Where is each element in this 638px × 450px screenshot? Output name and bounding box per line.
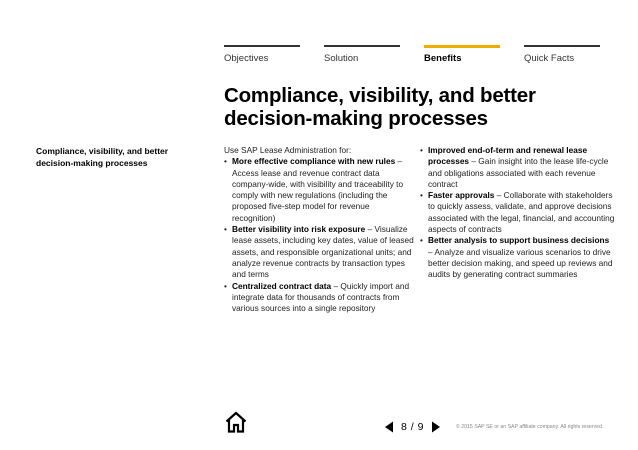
tab-underline: [224, 45, 300, 47]
tab-label[interactable]: Objectives: [224, 53, 269, 64]
bullet-text: – Analyze and visualize various scenarios to drive better decision making, and speed up reviews and audits by generating contract summaries: [428, 246, 613, 280]
copyright-notice: © 2015 SAP SE or an SAP affiliate company. All rights reserved.: [456, 424, 604, 430]
page-title: Compliance, visibility, and better decision-making processes: [224, 84, 536, 130]
content-column-left: [224, 145, 414, 314]
bullet-text: – Quickly import and integrate data for thousands of contracts from various sources into a single repository: [232, 280, 410, 314]
bullet-title: More effective compliance with new rules: [232, 156, 396, 167]
tab-benefits[interactable]: [424, 45, 500, 64]
bullet-text: – Collaborate with stakeholders to quickly assess, validate, and approve decisions associated with the legal, financial, and accounting aspects of contracts: [428, 190, 615, 235]
page-navigation: [384, 420, 441, 434]
tab-quick-facts[interactable]: [524, 45, 600, 64]
benefits-list-left: [224, 156, 414, 314]
sidebar-heading: Compliance, visibility, and better decision-making processes: [36, 146, 169, 168]
tab-objectives[interactable]: [224, 45, 300, 64]
bullet-title: Improved end-of-term and renewal lease processes: [428, 145, 588, 167]
intro-text: Use SAP Lease Administration for:: [224, 145, 352, 155]
triangle-left-icon[interactable]: [384, 421, 394, 433]
content-column-right: [420, 145, 616, 281]
bullet-title: Faster approvals: [428, 190, 495, 201]
bullet-text: – Access lease and revenue contract data company-wide, with visibility and traceability to comply with new regulations (including the proposed five-step model for revenue recognition): [232, 156, 404, 223]
tab-label[interactable]: Quick Facts: [524, 53, 575, 64]
section-tabs: [224, 45, 604, 69]
list-item: [224, 156, 414, 224]
tab-underline: [324, 45, 400, 47]
tab-label[interactable]: Benefits: [424, 53, 462, 64]
list-item: [224, 224, 414, 280]
home-icon[interactable]: [225, 411, 247, 433]
tab-label[interactable]: Solution: [324, 53, 359, 64]
bullet-title: Centralized contract data: [232, 280, 332, 291]
list-item: [420, 145, 616, 190]
benefits-list-right: [420, 145, 616, 281]
tab-underline-active: [424, 45, 500, 48]
bullet-title: Better analysis to support business decisions: [428, 235, 610, 246]
list-item: [420, 235, 616, 280]
list-item: [420, 190, 616, 235]
tab-solution[interactable]: [324, 45, 400, 64]
list-item: [224, 281, 414, 315]
triangle-right-icon[interactable]: [431, 421, 441, 433]
bullet-text: – Gain insight into the lease life-cycle and obligations associated with each revenue contract: [428, 156, 609, 189]
page-number: 8 / 9: [401, 421, 424, 433]
bullet-text: – Visualize lease assets, including key dates, value of leased assets, and responsible organizational units; and analyze revenue contracts by transaction types and terms: [232, 224, 414, 280]
tab-underline: [524, 45, 600, 47]
bullet-title: Better visibility into risk exposure: [232, 224, 366, 235]
